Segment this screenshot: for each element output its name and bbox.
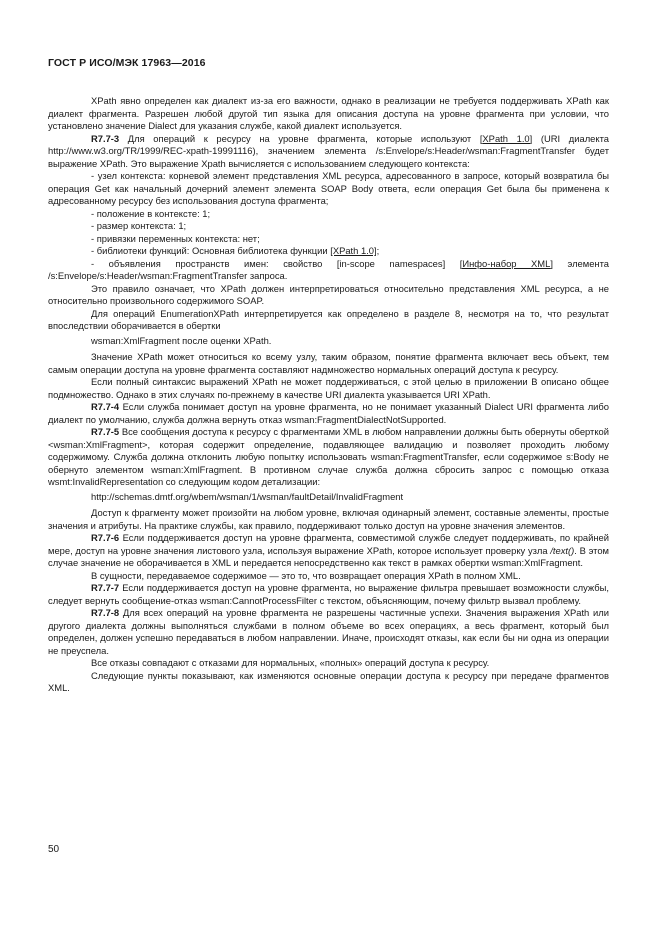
- requirement-r7-7-4: R7.7-4 Если служба понимает доступ на уровне фрагмента, но не понимает указанный Dialect URI фрагмента либо диалект по умолчанию, служба должна вернуть отказ wsman:FragmentDialectNotSupported.: [48, 401, 609, 425]
- requirement-r7-7-6: R7.7-6 Если поддерживается доступ на уровне фрагмента, совместимой службе следует поддерживать, по крайней мере, доступ на уровне значения листового узла, используя выражение XPath, которое использует проверку узла /text(). В этом случае значение не оборачивается в XML и передается непосредственно как текст в рамках обертки wsman:XmlFragment.: [48, 532, 609, 568]
- paragraph: Все отказы совпадают с отказами для нормальных, «полных» операций доступа к ресурсу.: [91, 657, 490, 668]
- paragraph: Доступ к фрагменту может произойти на любом уровне, включая одинарный элемент, составные элементы, простые значения и атрибуты. На практике службы, как правило, поддерживают только доступ на уровне значения элементов.: [48, 507, 609, 531]
- requirement-number: R7.7-7: [91, 582, 120, 593]
- requirement-r7-7-8: R7.7-8 Для всех операций на уровне фрагмента не разрешены частичные успехи. Значения выражения XPath или другого диалекта должны выполняться службами в полном объеме во всех операциях, а весь фрагмент, который был определен, должен успешно передаваться в любом направлении. Иначе, происходят отказы, как если бы ни одна из операции не преуспела.: [48, 607, 609, 656]
- list-item: - положение в контексте: 1;: [91, 207, 211, 219]
- requirement-number: R7.7-3: [91, 132, 120, 144]
- paragraph: Значение XPath может относиться ко всему узлу, таким образом, понятие фрагмента включает весь объект, тем самым операции доступа на уровне фрагмента составляют надмножество нормальных операций доступа к ресурсу.: [48, 351, 609, 375]
- paragraph: Это правило означает, что XPath должен интерпретироваться относительно представления XML ресурса, а не относительно произвольного содержимого SOAP.: [48, 282, 609, 306]
- paragraph: Для операций EnumerationXPath интерпретируется как определено в разделе 8, несмотря на то, что результат впоследствии оборачивается в обертки: [48, 307, 609, 331]
- list-item: - узел контекста: корневой элемент представления XML ресурса, адресованного в запросе, который возвратила бы операция Get как начальный дочерний элемент элемента SOAP Body ответа, если операция Get была бы применена к адресованному ресурсу без использования доступа фрагмента;: [48, 170, 609, 206]
- list-item: - размер контекста: 1;: [91, 220, 187, 231]
- code-line: wsman:XmlFragment после оценки XPath.: [91, 334, 272, 346]
- page-number: 50: [48, 844, 60, 855]
- requirement-number: R7.7-6: [91, 532, 120, 543]
- reference-link[interactable]: [XPath 1.0]: [479, 132, 533, 144]
- paragraph: Следующие пункты показывают, как изменяются основные операции доступа к ресурсу при передаче фрагментов XML.: [48, 669, 609, 693]
- reference-link[interactable]: [XPath 1.0]: [330, 245, 377, 256]
- code-line: http://schemas.dmtf.org/wbem/wsman/1/wsman/faultDetail/InvalidFragment: [91, 490, 404, 502]
- requirement-r7-7-3: R7.7-3 Для операций к ресурсу на уровне фрагмента, которые используют [XPath 1.0] (URI диалекта http://www.w3.org/TR/1999/REC-xpath-19991116), значением элемента /s:Envelope/s:Header/wsman:FragmentTransfer будет выражение XPath. Это выражение Xpath вычисляется с использованием следующего контекста:: [48, 132, 609, 169]
- requirement-r7-7-5: R7.7-5 Все сообщения доступа к ресурсу с фрагментами XML в любом направлении должны быть обернуты оберткой <wsman:XmlFragment>, которая содержит определение, подавляющее валидацию и позволяет проходить любому содержимому. Служба должна отклонить любую попытку использовать wsman:FragmentTransfer, если содержимое s:Body не обернуто элементом wsman:XmlFragment. В противном случае служба должна сбросить запрос с помощью отказа wsmt:InvalidRepresentation со следующим кодом детализации:: [48, 426, 609, 487]
- requirement-number: R7.7-5: [91, 426, 120, 437]
- list-item: - объявления пространств имен: свойство [in-scope namespaces] [Инфо-набор XML] элемента /s:Envelope/s:Header/wsman:FragmentTransfer запроса.: [48, 257, 610, 281]
- reference-link[interactable]: [Инфо-набор XML]: [459, 257, 553, 269]
- requirement-number: R7.7-4: [91, 401, 120, 412]
- paragraph: Если полный синтаксис выражений XPath не может поддерживаться, с этой целью в приложении В описано общее подмножество. Однако в этих случаях по-прежнему в качестве URI диалекта указывается URI XPath.: [48, 376, 609, 400]
- document-body: [48, 95, 609, 695]
- paragraph-xpath-dialect: XPath явно определен как диалект из-за его важности, однако в реализации не требуется поддерживать XPath как диалект фрагмента. Разрешен любой другой тип языка для описания доступа на уровне фрагмента при условии, что установлено значение Dialect для указания службе, какой диалект используется.: [48, 95, 609, 131]
- document-header: ГОСТ Р ИСО/МЭК 17963—2016: [48, 57, 206, 69]
- requirement-number: R7.7-8: [91, 607, 120, 618]
- list-item: - библиотеки функций: Основная библиотека функции [XPath 1.0];: [91, 245, 380, 256]
- list-item: - привязки переменных контекста: нет;: [91, 232, 260, 244]
- requirement-r7-7-7: R7.7-7 Если поддерживается доступ на уровне фрагмента, но выражение фильтра превышает возможности службы, следует вернуть сообщение-отказ wsman:CannotProcessFilter с текстом, объясняющим, почему фильтр вызвал проблему.: [48, 582, 609, 606]
- paragraph: В сущности, передаваемое содержимое — это то, что возвращает операция XPath в полном XML.: [91, 569, 521, 581]
